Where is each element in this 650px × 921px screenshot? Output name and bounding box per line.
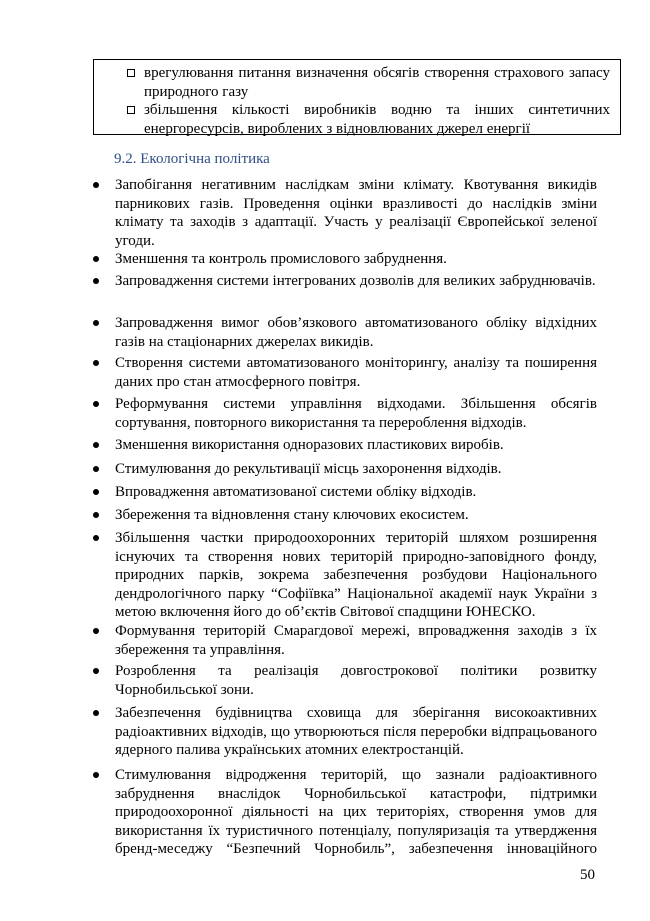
list-item: Зменшення та контроль промислового забруднення. xyxy=(115,250,597,269)
list-item: Формування територій Смарагдової мережі, впровадження заходів з їх збереження та управління. xyxy=(115,623,597,658)
list-item: Реформування системи управління відходами. Збільшення обсягів сортування, повторного використання та перероблення відходів. xyxy=(115,396,597,431)
square-bullet-icon xyxy=(127,69,135,77)
list-item: Запровадження вимог обов’язкового автоматизованого обліку відхідних газів на стаціонарних джерелах викидів. xyxy=(115,315,597,350)
list-item: Збереження та відновлення стану ключових екосистем. xyxy=(115,506,597,525)
list-item: Запобігання негативним наслідкам зміни клімату. Квотування викидів парникових газів. Проведення оцінки вразливості до наслідків зміни клімату та заходів з адаптації. Участь у реалізації Європейської зеленої угоди. xyxy=(115,177,597,249)
continued-list-box xyxy=(93,59,621,135)
list-item: Стимулювання до рекультивації місць захоронення відходів. xyxy=(115,460,597,479)
list-item: Впровадження автоматизованої системи обліку відходів. xyxy=(115,483,597,502)
box-list-item: врегулювання питання визначення обсягів створення страхового запасу природного газу xyxy=(144,64,610,102)
section-title: 9.2. Екологічна політика xyxy=(114,151,270,167)
list-item: Збільшення частки природоохоронних територій шляхом розширення існуючих та створення нових територій природно-заповідного фонду, природних парків, зокрема забезпечення розбудови Національного дендрологічного парку “Софіївка” Національної академії наук України з метою включення його до об’єктів Світової спадщини ЮНЕСКО. xyxy=(115,530,597,620)
list-item: Зменшення використання одноразових пластикових виробів. xyxy=(115,436,597,455)
list-item: Забезпечення будівництва сховища для зберігання високоактивних радіоактивних відходів, що утворюються після переробки відпрацьованого ядерного палива українських атомних електростанцій. xyxy=(115,705,597,758)
list-item: Запровадження системи інтегрованих дозволів для великих забруднювачів. xyxy=(115,273,596,289)
page-number: 50 xyxy=(580,867,595,883)
list-item: Стимулювання відродження територій, що зазнали радіоактивного забруднення внаслідок Чорнобильської катастрофи, підтримки природоохоронної діяльності на цих територіях, створення умов для використання їх туристичного потенціалу, популяризація та утвердження бренд-меседжу “Безпечний Чорнобиль”, забезпечення інноваційного xyxy=(115,767,597,857)
list-item: Створення системи автоматизованого моніторингу, аналізу та поширення даних про стан атмосферного повітря. xyxy=(115,355,597,390)
list-item: Розроблення та реалізація довгострокової політики розвитку Чорнобильської зони. xyxy=(115,663,597,698)
square-bullet-icon xyxy=(127,106,135,114)
box-list-item: збільшення кількості виробників водню та інших синтетичних енергоресурсів, вироблених з відновлюваних джерел енергії xyxy=(144,101,610,139)
